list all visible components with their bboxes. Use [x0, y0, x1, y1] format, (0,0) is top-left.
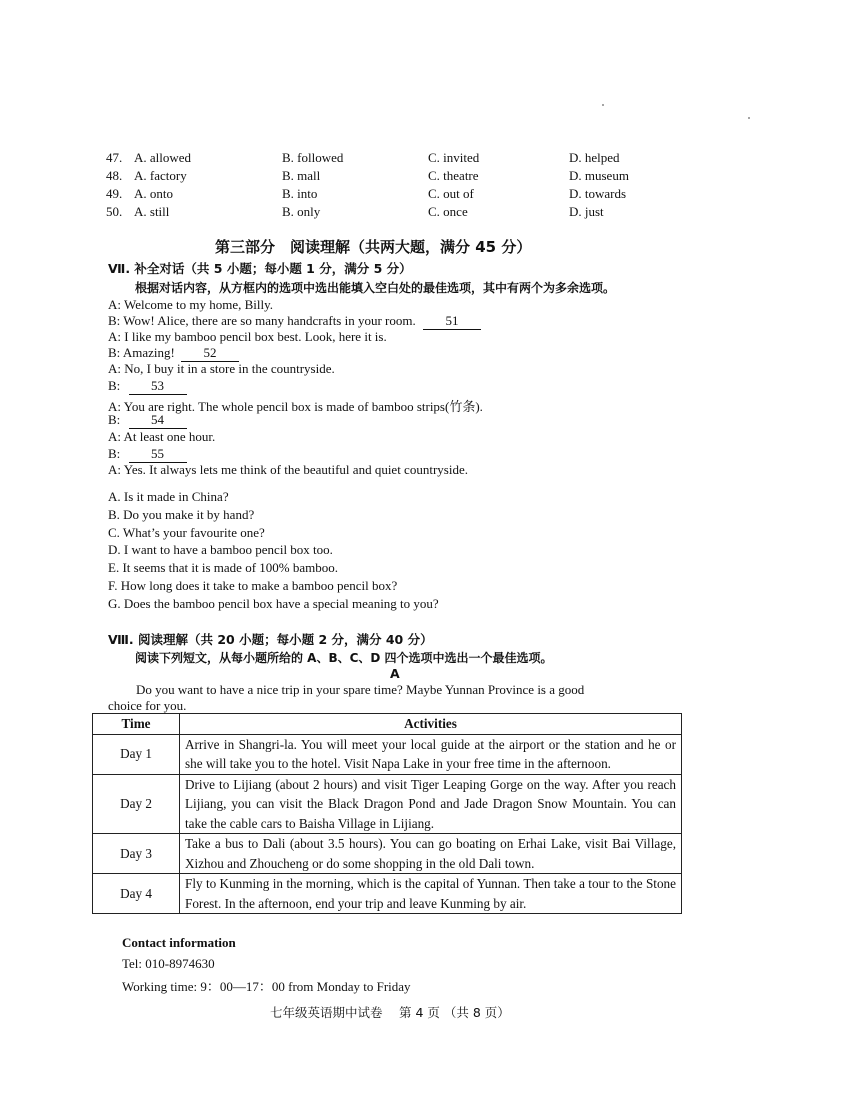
option-row-49 [106, 186, 666, 204]
option-d: D. helped [569, 150, 620, 165]
passage-intro: Do you want to have a nice trip in your spare time? Maybe Yunnan Province is a good [136, 682, 585, 697]
table-cell-activity: Drive to Lijiang (about 2 hours) and visit Tiger Leaping Gorge on the way. After you reach Lijiang, you can visit the Black Dragon Pond and Jade Dragon Snow Mountain. You can take the cable cars to Baisha Village in Lijiang. [180, 774, 682, 834]
dialog-line: B: 53 [108, 378, 187, 395]
table-cell-activity: Take a bus to Dali (about 3.5 hours). You can go boating on Erhai Lake, visit Bai Village, Xizhou and Zhoucheng or do some shopping in the old Dali town. [180, 834, 682, 874]
choice-item: C. What’s your favourite one? [108, 525, 265, 540]
dialog-line: A: I like my bamboo pencil box best. Look, here it is. [108, 329, 387, 344]
blank-52: 52 [181, 345, 239, 362]
itinerary-table [92, 713, 682, 914]
table-row [93, 774, 682, 834]
section-7-heading: Ⅶ. 补全对话（共 5 小题；每小题 1 分，满分 5 分） [108, 261, 412, 276]
option-d: D. towards [569, 186, 627, 201]
table-row [93, 874, 682, 914]
dialog-line: A: At least one hour. [108, 429, 216, 444]
table-cell-day: Day 4 [93, 874, 180, 914]
blank-54: 54 [129, 412, 187, 429]
dialog-line: B: 55 [108, 446, 187, 463]
option-a: A. allowed [134, 150, 192, 165]
passage-intro: choice for you. [108, 698, 187, 713]
passage-label: A [390, 666, 400, 681]
contact-title: Contact information [122, 935, 236, 950]
table-header-row [93, 714, 682, 735]
option-c: C. out of [428, 186, 474, 201]
dialog-line: A: You are right. The whole pencil box is made of bamboo strips(竹条). [108, 399, 483, 414]
choice-item: E. It seems that it is made of 100% bamboo. [108, 560, 338, 575]
option-row-50 [106, 204, 666, 222]
dialog-line: A: Yes. It always lets me think of the beautiful and quiet countryside. [108, 462, 468, 477]
question-number: 49. [106, 186, 123, 201]
blank-55: 55 [129, 446, 187, 463]
option-row-47 [106, 150, 666, 168]
column-header-time: Time [93, 714, 180, 735]
dialog-line: B: Wow! Alice, there are so many handcrafts in your room. 51 [108, 313, 481, 330]
option-a: A. factory [134, 168, 187, 183]
option-b: B. only [282, 204, 321, 219]
section-8-instruction: 阅读下列短文，从每小题所给的 A、B、C、D 四个选项中选出一个最佳选项。 [135, 651, 553, 665]
column-header-activities: Activities [180, 714, 682, 735]
section-8-heading: Ⅷ. 阅读理解（共 20 小题；每小题 2 分，满分 40 分） [108, 632, 433, 647]
part-title: 第三部分 阅读理解（共两大题，满分 45 分） [215, 238, 532, 256]
question-number: 48. [106, 168, 123, 183]
blank-51: 51 [423, 313, 481, 330]
question-number: 50. [106, 204, 123, 219]
table-row [93, 834, 682, 874]
table-cell-day: Day 2 [93, 774, 180, 834]
table-cell-activity: Fly to Kunming in the morning, which is the capital of Yunnan. Then take a tour to the Stone Forest. In the afternoon, end your trip and leave Kunming by air. [180, 874, 682, 914]
option-c: C. theatre [428, 168, 479, 183]
blank-53: 53 [129, 378, 187, 395]
page-footer: 七年级英语期中试卷 第 4 页 （共 8 页） [270, 1005, 510, 1020]
table-cell-activity: Arrive in Shangri-la. You will meet your local guide at the airport or the station and he or she will take you to the hotel. Visit Napa Lake in your free time in the afternoon. [180, 734, 682, 774]
option-a: A. still [134, 204, 170, 219]
option-a: A. onto [134, 186, 173, 201]
choice-item: A. Is it made in China? [108, 489, 229, 504]
option-d: D. museum [569, 168, 629, 183]
option-row-48 [106, 168, 666, 186]
choice-item: B. Do you make it by hand? [108, 507, 255, 522]
option-b: B. followed [282, 150, 344, 165]
scan-speck [748, 117, 750, 119]
option-d: D. just [569, 204, 604, 219]
option-c: C. invited [428, 150, 480, 165]
dialog-line: B: Amazing! 52 [108, 345, 239, 362]
question-number: 47. [106, 150, 123, 165]
table-row [93, 734, 682, 774]
option-b: B. into [282, 186, 318, 201]
option-c: C. once [428, 204, 468, 219]
scan-speck [602, 104, 604, 106]
dialog-line: A: Welcome to my home, Billy. [108, 297, 274, 312]
dialog-line: B: 54 [108, 412, 187, 429]
table-cell-day: Day 3 [93, 834, 180, 874]
contact-tel: Tel: 010-8974630 [122, 956, 215, 971]
choice-item: F. How long does it take to make a bamboo pencil box? [108, 578, 398, 593]
dialog-line: A: No, I buy it in a store in the countryside. [108, 361, 335, 376]
choice-item: D. I want to have a bamboo pencil box too. [108, 542, 333, 557]
section-7-instruction: 根据对话内容，从方框内的选项中选出能填入空白处的最佳选项，其中有两个为多余选项。 [135, 281, 616, 295]
option-b: B. mall [282, 168, 321, 183]
choice-item: G. Does the bamboo pencil box have a special meaning to you? [108, 596, 439, 611]
table-cell-day: Day 1 [93, 734, 180, 774]
contact-working-time: Working time: 9：00—17：00 from Monday to Friday [122, 979, 411, 994]
